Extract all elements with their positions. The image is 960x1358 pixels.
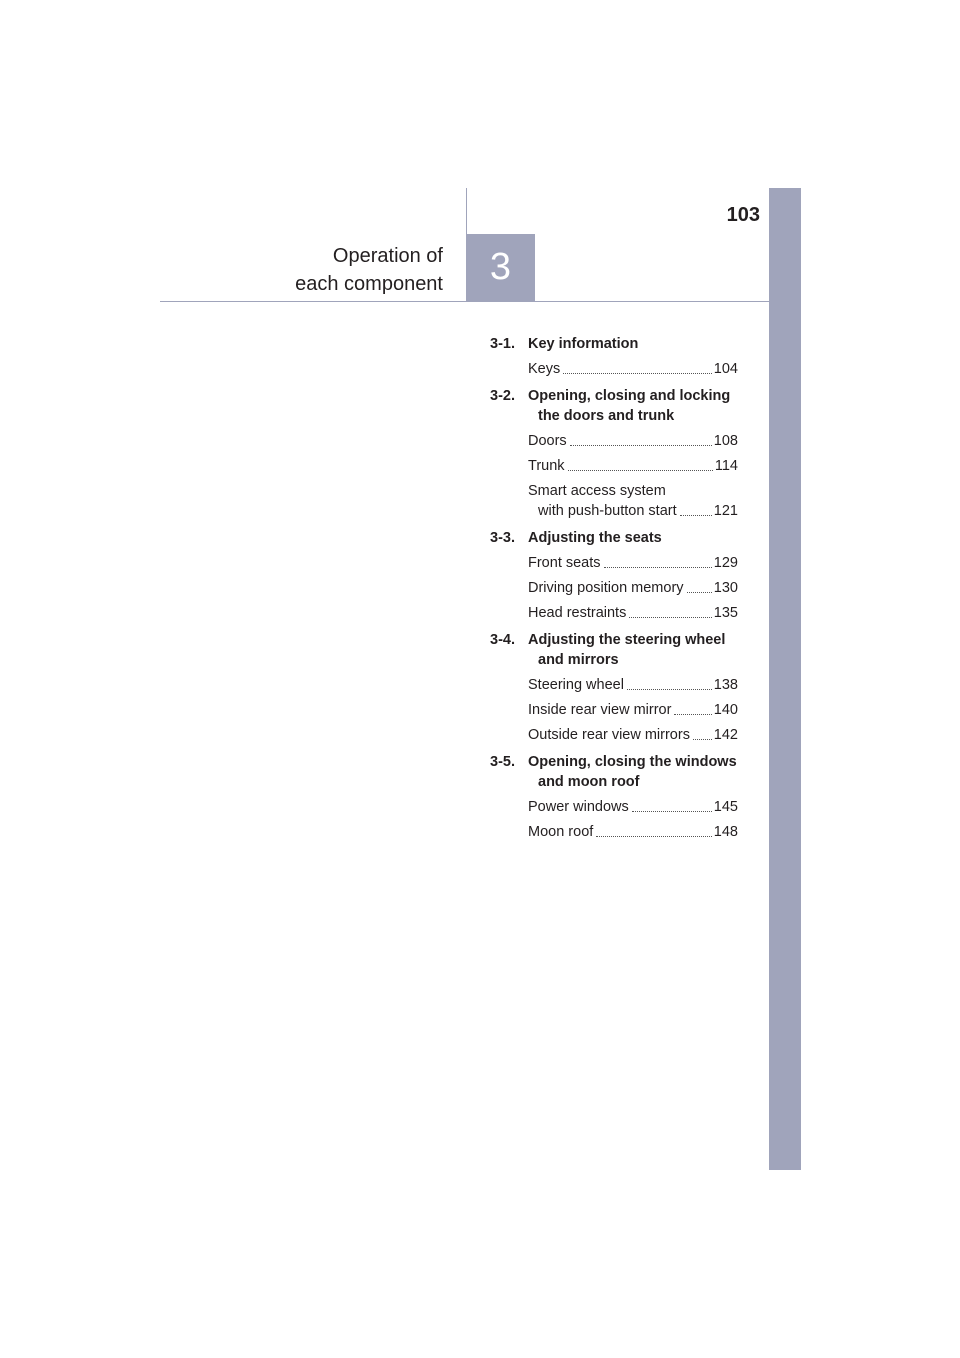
entry-page: 108 <box>713 433 738 449</box>
dot-leader <box>604 567 712 568</box>
toc-entry[interactable] <box>528 675 738 695</box>
entry-page: 130 <box>713 580 738 596</box>
toc-section[interactable] <box>490 334 738 354</box>
section-number: 3-1. <box>490 336 515 352</box>
section-number: 3-5. <box>490 754 515 770</box>
toc-entry[interactable] <box>528 553 738 573</box>
section-number: 3-3. <box>490 530 515 546</box>
section-title: Adjusting the steering wheel and mirrors <box>528 632 726 668</box>
toc-entry[interactable] <box>528 700 738 720</box>
dot-leader <box>629 617 711 618</box>
chapter-number: 3 <box>489 246 512 288</box>
section-title: Opening, closing and locking the doors and trunk <box>528 388 731 424</box>
toc-entry[interactable] <box>528 822 738 842</box>
toc-entry[interactable] <box>528 797 738 817</box>
dot-leader <box>568 470 713 471</box>
entry-label: Head restraints <box>528 605 627 621</box>
dot-leader <box>693 739 712 740</box>
dot-leader <box>674 714 711 715</box>
entry-page: 140 <box>713 702 738 718</box>
entry-page: 142 <box>713 727 738 743</box>
toc-section[interactable] <box>490 386 738 426</box>
section-number: 3-4. <box>490 632 515 648</box>
chapter-title-line2: each component <box>295 273 443 295</box>
toc-entry[interactable] <box>528 359 738 379</box>
dot-leader <box>687 592 712 593</box>
toc-entry[interactable] <box>528 725 738 745</box>
page-number: 103 <box>726 204 760 226</box>
section-title: Opening, closing the windows and moon roof <box>528 754 737 790</box>
entry-page: 104 <box>713 361 738 377</box>
dot-leader <box>680 515 712 516</box>
toc-section[interactable] <box>490 528 738 548</box>
entry-label: Trunk <box>528 458 565 474</box>
chapter-title-line1: Operation of <box>332 245 443 267</box>
toc-entry[interactable] <box>528 603 738 623</box>
side-tab <box>769 188 801 1170</box>
dot-leader <box>627 689 712 690</box>
header-vertical-rule <box>466 188 467 234</box>
chapter-title <box>240 242 443 298</box>
entry-page: 114 <box>714 458 738 474</box>
entry-label: Steering wheel <box>528 677 624 693</box>
dot-leader <box>563 373 712 374</box>
entry-label: Outside rear view mirrors <box>528 727 690 743</box>
entry-page: 138 <box>713 677 738 693</box>
entry-page: 121 <box>713 503 738 519</box>
toc-entry[interactable] <box>528 431 738 451</box>
header-rule <box>160 301 769 302</box>
entry-label: Smart access system <box>528 483 666 499</box>
entry-label: Front seats <box>528 555 601 571</box>
dot-leader <box>570 445 712 446</box>
entry-page: 129 <box>713 555 738 571</box>
dot-leader <box>596 836 712 837</box>
section-title: Adjusting the seats <box>528 530 662 546</box>
section-title: Key information <box>528 336 639 352</box>
entry-page: 135 <box>713 605 738 621</box>
entry-label: Moon roof <box>528 824 594 840</box>
entry-label: Keys <box>528 361 561 377</box>
toc-section[interactable] <box>490 752 738 792</box>
toc-section[interactable] <box>490 630 738 670</box>
toc-entry[interactable] <box>528 456 738 476</box>
dot-leader <box>632 811 712 812</box>
entry-label: Doors <box>528 433 567 449</box>
entry-page: 148 <box>713 824 738 840</box>
toc-entry[interactable] <box>528 481 738 521</box>
entry-label: Driving position memory <box>528 580 684 596</box>
entry-label: Power windows <box>528 799 629 815</box>
entry-page: 145 <box>713 799 738 815</box>
chapter-number-box <box>466 234 535 301</box>
toc-entry[interactable] <box>528 578 738 598</box>
section-number: 3-2. <box>490 388 515 404</box>
table-of-contents <box>490 334 738 842</box>
entry-label: Inside rear view mirror <box>528 702 672 718</box>
entry-label-continued: with push-button start <box>538 503 677 519</box>
